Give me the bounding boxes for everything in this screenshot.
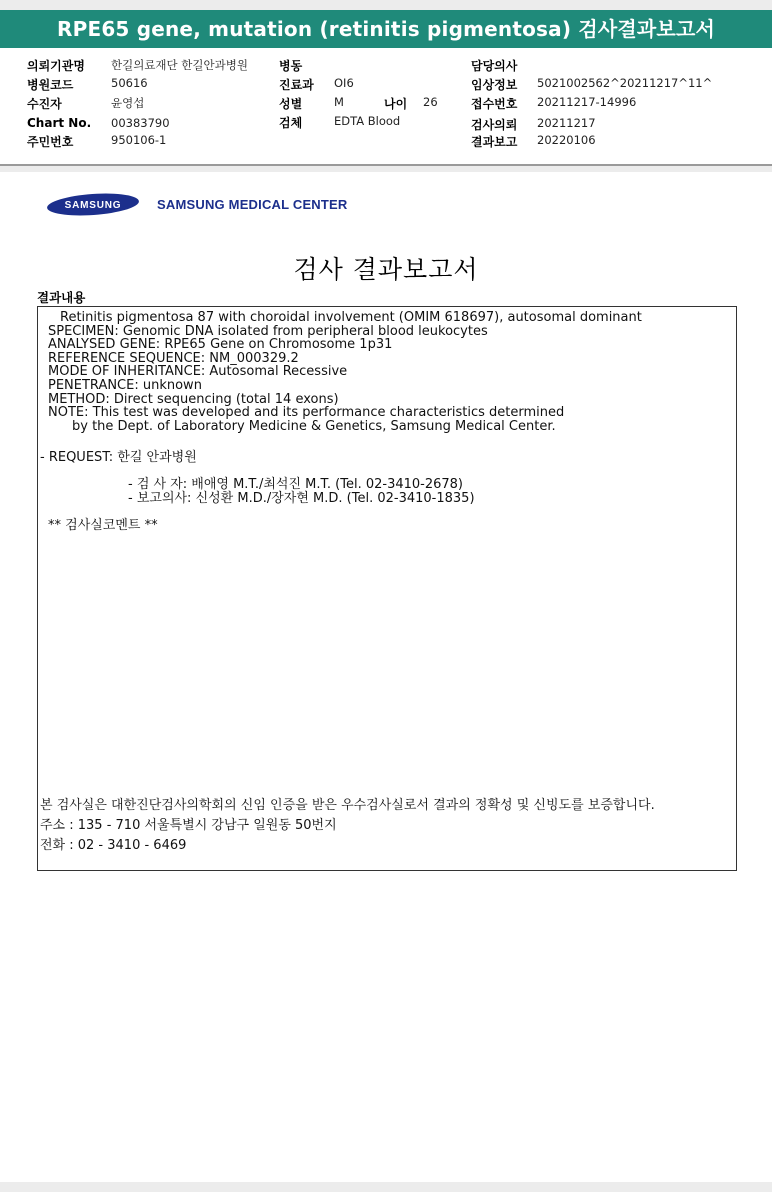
label-ward: 병동 [279,59,303,73]
label-request-date: 검사의뢰 [471,118,518,132]
label-physician: 담당의사 [471,59,518,73]
label-chart-no: Chart No. [27,116,92,130]
logo-badge-text: SAMSUNG [64,200,122,211]
label-requesting-institution: 의뢰기관명 [27,59,85,73]
result-line-inheritance: MODE OF INHERITANCE: Autosomal Recessive [48,364,348,379]
label-clinical-info: 임상정보 [471,78,518,92]
value-accession-no: 20211217-14996 [537,95,637,109]
label-specimen: 검체 [279,116,303,130]
value-chart-no: 00383790 [111,116,170,130]
result-line-reference: REFERENCE SEQUENCE: NM_000329.2 [48,351,299,366]
value-age: 26 [423,95,438,109]
bottom-strip [0,1182,772,1192]
report-title: RPE65 gene, mutation (retinitis pigmentosa) 검사결과보고서 [57,17,715,41]
value-specimen: EDTA Blood [334,114,401,128]
value-patient-name: 윤영섭 [111,96,145,110]
lab-address: 주소 : 135 - 710 서울특별시 강남구 일원동 50번지 [40,818,337,833]
value-sex: M [334,95,344,109]
result-section-label: 결과내용 [37,290,86,305]
result-line-method: METHOD: Direct sequencing (total 14 exons) [48,392,339,407]
result-line-note-cont: by the Dept. of Laboratory Medicine & Genetics, Samsung Medical Center. [72,419,556,434]
result-line-note: NOTE: This test was developed and its performance characteristics determined [48,405,565,420]
patient-info-panel [0,48,772,164]
result-line-penetrance: PENETRANCE: unknown [48,378,202,393]
label-age: 나이 [384,97,408,111]
result-line-tester: - 검 사 자: 배애영 M.T./최석진 M.T. (Tel. 02-3410-2678) [128,477,463,492]
result-line-request: - REQUEST: 한길 안과병원 [40,450,197,465]
value-report-date: 20220106 [537,133,596,147]
label-department: 진료과 [279,78,314,92]
certification-statement: 본 검사실은 대한진단검사의학회의 신임 인증을 받은 우수검사실로서 결과의 정확성 및 신빙도를 보증합니다. [40,798,655,813]
lab-comment-heading: ** 검사실코멘트 ** [48,518,158,533]
section-gap [0,166,772,172]
value-clinical-info: 5021002562^20211217^11^ [537,76,713,90]
value-hospital-code: 50616 [111,76,148,90]
result-content-box [37,306,737,871]
top-strip [0,0,772,10]
lab-phone: 전화 : 02 - 3410 - 6469 [40,838,187,853]
label-patient-name: 수진자 [27,97,62,111]
hospital-name: SAMSUNG MEDICAL CENTER [157,197,348,212]
label-report-date: 결과보고 [471,135,518,149]
label-accession-no: 접수번호 [471,97,518,111]
value-request-date: 20211217 [537,116,596,130]
value-requesting-institution: 한길의료재단 한길안과병원 [111,58,248,72]
result-line-specimen: SPECIMEN: Genomic DNA isolated from peripheral blood leukocytes [48,324,488,339]
document-title: 검사 결과보고서 [293,255,479,284]
value-resident-no: 950106-1 [111,133,167,147]
report-title-bar [0,10,772,48]
label-resident-no: 주민번호 [27,135,74,149]
result-line-gene: ANALYSED GENE: RPE65 Gene on Chromosome 1p31 [48,337,393,352]
label-hospital-code: 병원코드 [27,78,74,92]
value-department: OI6 [334,76,354,90]
result-line-diagnosis: Retinitis pigmentosa 87 with choroidal involvement (OMIM 618697), autosomal dominant [60,310,642,325]
result-line-reporting-physician: - 보고의사: 신성환 M.D./장자현 M.D. (Tel. 02-3410-1835) [128,491,475,506]
label-sex: 성별 [279,97,303,111]
samsung-logo [46,193,140,216]
